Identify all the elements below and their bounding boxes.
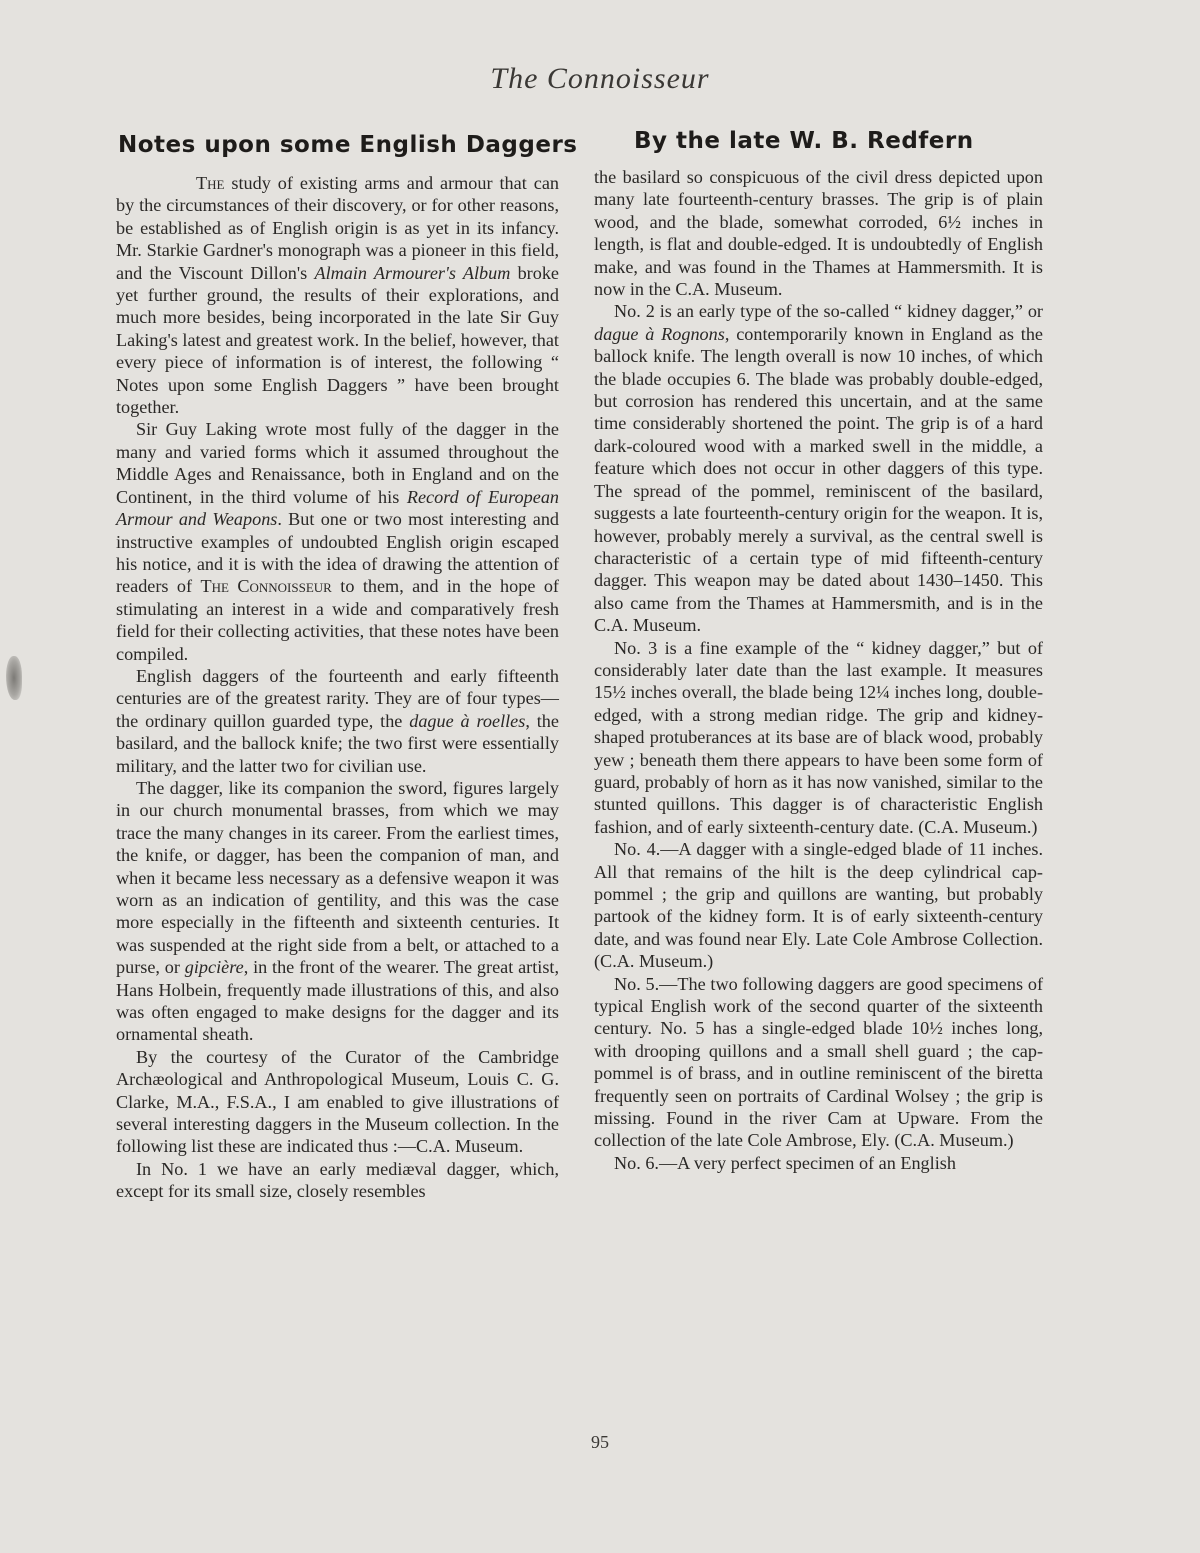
- magazine-name: The Connoisseur: [200, 576, 332, 597]
- paragraph: The dagger, like its companion the sword, figures largely in our church monumental brasses, from which we may trace the many changes in its career. From the earliest times, the knife, or dagger, has been the companion of man, and when it became less necessary as a defensive weapon it was worn as an indication of gentility, and this was the case more especially in the fifteenth and sixteenth centuries. It was suspended at the right side from a belt, or attached to a purse, or gipcière, in the front of the wearer. The great artist, Hans Holbein, frequently made illustrations of this, and also was often engaged to make designs for the dagger and its ornamental sheath.: [116, 777, 560, 1045]
- paragraph: No. 3 is a fine example of the “ kidney dagger,” but of considerably later date than the last example. It measures 15½ inches overall, the blade being 12¼ inches long, double-edged, with a strong median ridge. The grip and kidney-shaped protuberances at its base are of black wood, probably yew ; beneath them there appears to have been some form of guard, probably of horn as it has now vanished, similar to the stunted quillons. This dagger is of characteristic English fashion, and of early sixteenth-century date. (C.A. Museum.): [594, 637, 1043, 837]
- article-title: Notes upon some English Daggers: [118, 132, 578, 158]
- term: gipcière: [184, 957, 244, 978]
- term: dague à Rognons: [594, 323, 725, 344]
- term: dague à roelles: [409, 710, 526, 731]
- margin-smudge: [6, 656, 22, 700]
- paragraph: No. 6.—A very perfect specimen of an English: [614, 1152, 956, 1173]
- paragraph: No. 4.—A dagger with a single-edged blade of 11 inches. All that remains of the hilt is the deep cylindrical cap-pommel ; the grip and quillons are wanting, but probably partook of the kidney form. It is of early sixteenth-century date, and was found near Ely. Late Cole Ambrose Collection. (C.A. Museum.): [594, 839, 1043, 972]
- article-byline: By the late W. B. Redfern: [634, 128, 974, 154]
- paragraph: The study of existing arms and armour that can by the circumstances of their discovery, or for other reasons, be established as of English origin is as yet in its infancy. Mr. Starkie Gardner's monograph was a pioneer in this field, and the Viscount Dillon's Almain Armourer's Album broke yet further ground, the results of their explorations, and much more besides, being incorporated in the late Sir Guy Laking's latest and greatest work. In the belief, however, that every piece of information is of interest, the following “ Notes upon some English Daggers ” have been brought together.: [116, 173, 559, 418]
- page-number: 95: [591, 1432, 609, 1452]
- paragraph: By the courtesy of the Curator of the Cambridge Archæological and Anthropological Museum, Louis C. G. Clarke, M.A., F.S.A., I am enabled to give illustrations of several interesting daggers in the Museum collection. In the following list these are indicated thus :—C.A. Museum.: [116, 1046, 559, 1157]
- paragraph: Sir Guy Laking wrote most fully of the dagger in the many and varied forms which it assumed throughout the Middle Ages and Renaissance, both in England and on the Continent, in the third volume of his Record of European Armour and Weapons. But one or two most interesting and instructive examples of undoubted English origin escaped his notice, and it is with the idea of drawing the attention of readers of The Connoisseur to them, and in the hope of stimulating an interest in a wide and comparatively fresh field for their collecting activities, that these notes have been compiled.: [116, 419, 560, 664]
- drop-word: The: [196, 173, 225, 193]
- paragraph: In No. 1 we have an early mediæval dagger, which, except for its small size, closely resembles: [116, 1158, 559, 1202]
- book-title: Almain Armourer's Album: [314, 262, 511, 283]
- right-column: [594, 166, 1043, 1174]
- paragraph: No. 2 is an early type of the so-called “ kidney dagger,” or dague à Rognons, contemporarily known in England as the ballock knife. The length overall is now 10 inches, of which the blade occupies 6. The blade was probably double-edged, but corrosion has rendered this uncertain, and at the same time considerably shortened the point. The grip is of a hard dark-coloured wood with a marked swell in the middle, a feature which does not occur in other daggers of this type. The spread of the pommel, reminiscent of the basilard, suggests a late fourteenth-century origin for the weapon. It is, however, probably merely a survival, as the central swell is characteristic of a certain type of mid fifteenth-century dagger. This weapon may be dated about 1430–1450. This also came from the Thames at Hammersmith, and is in the C.A. Museum.: [594, 301, 1043, 636]
- left-column: [116, 172, 559, 1203]
- paragraph: No. 5.—The two following daggers are good specimens of typical English work of the second quarter of the sixteenth century. No. 5 has a single-edged blade 10½ inches long, with drooping quillons and a small shell guard ; the cap-pommel is of brass, and in outline reminiscent of the biretta frequently seen on portraits of Cardinal Wolsey ; the grip is missing. Found in the river Cam at Upware. From the collection of the late Cole Ambrose, Ely. (C.A. Museum.): [594, 973, 1043, 1151]
- paragraph: the basilard so conspicuous of the civil dress depicted upon many late fourteenth-century brasses. The grip is of plain wood, and the blade, somewhat corroded, 6½ inches in length, is flat and double-edged. It is undoubtedly of English make, and was found in the Thames at Hammersmith. It is now in the C.A. Museum.: [594, 167, 1043, 300]
- running-head: The Connoisseur: [490, 62, 710, 95]
- book-title: Record of European Armour and Weapons: [116, 486, 560, 530]
- paragraph: English daggers of the fourteenth and early fifteenth centuries are of the greatest rarity. They are of four types—the ordinary quillon guarded type, the dague à roelles, the basilard, and the ballock knife; the two first were essentially military, and the latter two for civilian use.: [116, 665, 559, 776]
